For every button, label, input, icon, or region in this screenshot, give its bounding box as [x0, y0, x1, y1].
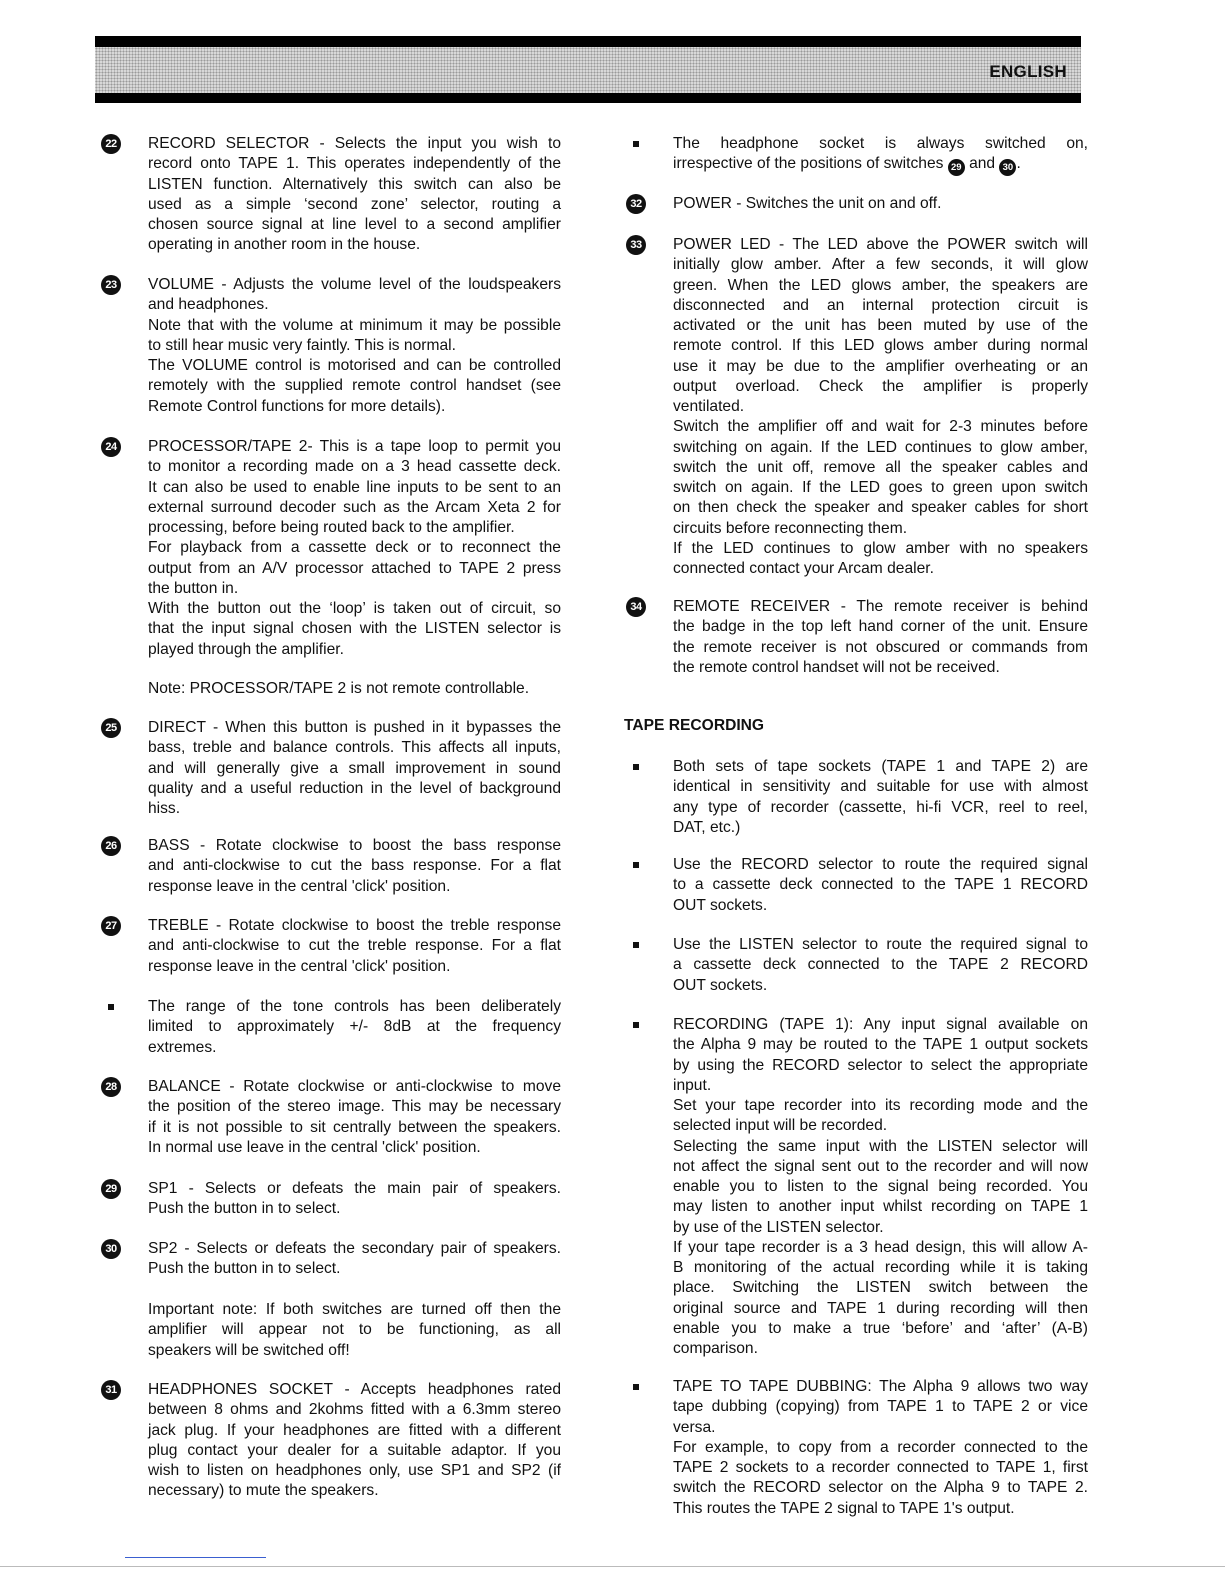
text-line: if it is not possible to sit centrally between the speakers.	[148, 1118, 561, 1136]
text-line: a cassette deck connected to the TAPE 2 RECORD	[673, 956, 1088, 974]
text-line: With the button out the ‘loop’ is taken out of circuit, so	[148, 600, 561, 617]
text-line: remotely with the supplied remote control handset (see	[148, 377, 561, 395]
left-item-23	[148, 275, 561, 417]
item-number-badge: 22	[101, 134, 121, 154]
text-line: REMOTE RECEIVER - The remote receiver is behind	[673, 598, 1088, 615]
bullet-icon	[633, 862, 639, 868]
left-item-24	[148, 437, 561, 660]
text-line: POWER - Switches the unit on and off.	[673, 195, 942, 212]
text-line: the Alpha 9 may be routed to the TAPE 1 output sockets	[673, 1036, 1088, 1054]
item-number-badge: 28	[101, 1077, 121, 1097]
text-segment: irrespective of the positions of switches	[673, 155, 948, 173]
text-line: Push the button in to select.	[148, 1200, 341, 1218]
text-line: identical in sensitivity and suitable for use with almost	[673, 778, 1088, 796]
text-line: LISTEN function. Alternatively this switch can also be	[148, 175, 561, 193]
text-line: chosen source signal at line level to a second amplifier	[148, 216, 561, 233]
text-line: POWER LED - The LED above the POWER switch will	[673, 236, 1088, 253]
text-line: speakers will be switched off!	[148, 1341, 350, 1359]
item-number-badge: 24	[101, 437, 121, 457]
text-line: place. Switching the LISTEN switch between the	[673, 1279, 1088, 1297]
left-item-30	[148, 1239, 561, 1280]
header-rule-top	[95, 36, 1081, 47]
right-item-34	[673, 597, 1088, 678]
bullet-icon	[633, 1384, 639, 1390]
text-line: Set your tape recorder into its recording mode and the	[673, 1097, 1088, 1114]
text-line: For example, to copy from a recorder connected to the	[673, 1438, 1088, 1456]
text-line: may listen to another input whilst recording on TAPE 1	[673, 1198, 1088, 1216]
text-line: limited to approximately +/- 8dB at the frequency	[148, 1018, 561, 1036]
text-line: versa.	[673, 1418, 716, 1436]
left-item-26	[148, 836, 561, 897]
text-line: connected contact your Arcam dealer.	[673, 560, 934, 577]
text-line: input.	[673, 1076, 712, 1094]
bullet-icon	[633, 1022, 639, 1028]
item-reference-badge: 29	[948, 159, 965, 176]
text-line: and will generally give a small improvement in sound	[148, 759, 561, 777]
text-line: jack plug. If your headphones are fitted with a different	[148, 1421, 561, 1439]
text-line: plug contact your dealer for a suitable adaptor. If you	[148, 1441, 561, 1459]
text-line: played through the amplifier.	[148, 640, 344, 658]
text-line: If your tape recorder is a 3 head design, this will allow A-	[673, 1238, 1088, 1256]
text-line: VOLUME - Adjusts the volume level of the loudspeakers	[148, 276, 561, 293]
text-line: If the LED continues to glow amber with no speakers	[673, 539, 1088, 557]
text-line: output from an A/V processor attached to TAPE 2 press	[148, 559, 561, 577]
text-line: enable you to listen to the signal being recorded. You	[673, 1178, 1088, 1195]
left-item-29	[148, 1179, 561, 1220]
text-line: switching on again. If the LED continues to glow amber,	[673, 438, 1088, 456]
header-band	[95, 47, 1081, 93]
text-line: processing, before being routed back to the amplifier.	[148, 519, 515, 536]
item-number-badge: 31	[101, 1380, 121, 1400]
text-line: original source and TAPE 1 during recording will then	[673, 1299, 1088, 1317]
bullet-icon	[633, 141, 639, 147]
right-item-bullet	[673, 935, 1088, 996]
text-line: RECORD SELECTOR - Selects the input you wish to	[148, 135, 561, 152]
text-line: OUT sockets.	[673, 976, 768, 994]
bullet-icon	[108, 1004, 114, 1010]
text-line: BASS - Rotate clockwise to boost the bass response	[148, 837, 561, 854]
text-line: activated or the unit has been muted by use of the	[673, 317, 1088, 334]
text-line	[673, 154, 1088, 176]
text-line: the badge in the top left hand corner of the unit. Ensure	[673, 618, 1088, 636]
text-line: In normal use leave in the central 'click' position.	[148, 1138, 481, 1156]
text-line: TAPE TO TAPE DUBBING: The Alpha 9 allows two way	[673, 1378, 1088, 1395]
text-line: and headphones.	[148, 296, 269, 314]
text-line: to still hear music very faintly. This is normal.	[148, 336, 456, 354]
text-line: tape dubbing (copying) from TAPE 1 to TAPE 2 or vice	[673, 1398, 1088, 1416]
right-item-32	[673, 194, 1088, 214]
text-line: the remote control handset will not be received.	[673, 658, 1000, 676]
text-line: the button in.	[148, 579, 239, 597]
bullet-icon	[633, 764, 639, 770]
text-line: SP2 - Selects or defeats the secondary pair of speakers.	[148, 1240, 561, 1257]
text-line: The range of the tone controls has been deliberately	[148, 998, 561, 1015]
text-line: Important note: If both switches are turned off then the	[148, 1301, 561, 1318]
footer-link-underline	[125, 1557, 266, 1558]
text-line: B monitoring of the actual recording while it is taking	[673, 1259, 1088, 1276]
text-line: DAT, etc.)	[673, 818, 741, 836]
text-line: Selecting the same input with the LISTEN selector will	[673, 1137, 1088, 1155]
text-line: Use the LISTEN selector to route the required signal to	[673, 936, 1088, 953]
text-segment: and	[964, 155, 1000, 173]
text-line: response leave in the central 'click' position.	[148, 957, 451, 975]
text-line: bass, treble and balance controls. This affects all inputs,	[148, 739, 561, 757]
item-number-badge: 32	[626, 194, 646, 214]
text-line: to monitor a recording made on a 3 head cassette deck.	[148, 458, 561, 476]
text-line: amplifier will appear not to be functioning, as all	[148, 1321, 561, 1339]
text-line: RECORDING (TAPE 1): Any input signal available on	[673, 1016, 1088, 1033]
item-number-badge: 33	[626, 235, 646, 255]
text-line: TREBLE - Rotate clockwise to boost the treble response	[148, 917, 561, 934]
text-line: not affect the signal sent out to the recorder and will now	[673, 1157, 1088, 1175]
text-line: wish to listen on headphones only, use SP1 and SP2 (if	[148, 1462, 561, 1479]
header-rule-bottom	[95, 93, 1081, 103]
text-line: Use the RECORD selector to route the required signal	[673, 856, 1088, 873]
item-number-badge: 34	[626, 597, 646, 617]
text-line: response leave in the central 'click' position.	[148, 877, 451, 895]
language-label: ENGLISH	[989, 62, 1067, 81]
text-line: Note: PROCESSOR/TAPE 2 is not remote controllable.	[148, 680, 530, 697]
text-line: selected input will be recorded.	[673, 1117, 888, 1135]
text-line: comparison.	[673, 1340, 758, 1357]
left-item-27	[148, 916, 561, 977]
section-heading-tape-recording: TAPE RECORDING	[624, 717, 765, 734]
text-line: circuits before reconnecting them.	[673, 519, 908, 537]
text-line: any type of recorder (cassette, hi-fi VCR, reel to reel,	[673, 798, 1088, 816]
text-line: This routes the TAPE 2 signal to TAPE 1's output.	[673, 1499, 1015, 1517]
text-line: operating in another room in the house.	[148, 236, 421, 254]
text-line: Switch the amplifier off and wait for 2-3 minutes before	[673, 418, 1088, 436]
right-item-33	[673, 235, 1088, 579]
item-number-badge: 26	[101, 836, 121, 856]
text-line: and anti-clockwise to cut the bass response. For a flat	[148, 857, 561, 875]
right-item-bullet	[673, 757, 1088, 838]
text-line: to a cassette deck connected to the TAPE 1 RECORD	[673, 876, 1088, 894]
text-line: that the input signal chosen with the LISTEN selector is	[148, 620, 561, 638]
item-number-badge: 23	[101, 275, 121, 295]
text-line: record onto TAPE 1. This operates independently of the	[148, 155, 561, 173]
text-line: switch on again. If the LED goes to green upon switch	[673, 479, 1088, 496]
text-line: and anti-clockwise to cut the treble response. For a flat	[148, 937, 561, 955]
text-line: switch the unit off, remove all the speaker cables and	[673, 458, 1088, 476]
text-line: necessary) to mute the speakers.	[148, 1482, 379, 1500]
bullet-icon	[633, 942, 639, 948]
item-number-badge: 25	[101, 718, 121, 738]
text-line: It can also be used to enable line inputs to be sent to an	[148, 478, 561, 496]
right-item-bullet	[673, 134, 1088, 176]
text-line: disconnected and an internal protection circuit is	[673, 296, 1088, 314]
left-item-22	[148, 134, 561, 256]
text-line: BALANCE - Rotate clockwise or anti-clockwise to move	[148, 1078, 561, 1095]
item-number-badge: 30	[101, 1239, 121, 1259]
text-line: external surround decoder such as the Arcam Xeta 2 for	[148, 498, 561, 516]
text-line: SP1 - Selects or defeats the main pair of speakers.	[148, 1180, 561, 1197]
text-line: Push the button in to select.	[148, 1260, 341, 1278]
item-number-badge: 29	[101, 1179, 121, 1199]
text-line: by use of the LISTEN selector.	[673, 1218, 884, 1236]
left-item-bullet	[148, 997, 561, 1058]
text-line: HEADPHONES SOCKET - Accepts headphones rated	[148, 1381, 561, 1398]
left-item-31	[148, 1380, 561, 1502]
text-line: The VOLUME control is motorised and can be controlled	[148, 357, 561, 374]
text-line: hiss.	[148, 800, 181, 817]
text-line: the remote receiver is not obscured or commands from	[673, 638, 1088, 656]
text-segment: .	[1016, 155, 1021, 173]
item-number-badge: 27	[101, 916, 121, 936]
text-line: OUT sockets.	[673, 896, 768, 914]
right-item-bullet	[673, 855, 1088, 916]
left-item-28	[148, 1077, 561, 1158]
text-line: use it may be due to the amplifier overheating or an	[673, 357, 1088, 375]
text-line: initially glow amber. After a few seconds, it will glow	[673, 256, 1088, 274]
left-item-25	[148, 718, 561, 819]
text-line: DIRECT - When this button is pushed in it bypasses the	[148, 719, 561, 736]
item-reference-badge: 30	[999, 159, 1016, 176]
text-line: remote control. If this LED glows amber during normal	[673, 337, 1088, 355]
text-line: TAPE 2 sockets to a recorder connected to TAPE 1, first	[673, 1459, 1088, 1476]
text-line: between 8 ohms and 2kohms fitted with a 6.3mm stereo	[148, 1401, 561, 1419]
text-line: switch the RECORD selector on the Alpha 9 to TAPE 2.	[673, 1479, 1088, 1497]
footer-rule	[0, 1566, 1225, 1567]
text-line: Note that with the volume at minimum it may be possible	[148, 316, 561, 334]
text-line: The headphone socket is always switched on,	[673, 135, 1088, 152]
text-line: the position of the stereo image. This may be necessary	[148, 1098, 561, 1116]
left-item-note	[148, 679, 561, 699]
text-line: on then check the speaker and speaker cables for short	[673, 499, 1088, 517]
text-line: enable you to make a true ‘before’ and ‘after’ (A-B)	[673, 1319, 1088, 1337]
right-item-bullet	[673, 1015, 1088, 1359]
text-line: For playback from a cassette deck or to reconnect the	[148, 539, 561, 557]
left-item-note	[148, 1300, 561, 1361]
text-line: by using the RECORD selector to select the appropriate	[673, 1056, 1088, 1074]
text-line: Both sets of tape sockets (TAPE 1 and TAPE 2) are	[673, 758, 1088, 775]
text-line: PROCESSOR/TAPE 2- This is a tape loop to permit you	[148, 438, 561, 455]
text-line: extremes.	[148, 1038, 217, 1056]
right-item-bullet	[673, 1377, 1088, 1519]
text-line: used as a simple ‘second zone’ selector, routing a	[148, 195, 561, 213]
text-line: ventilated.	[673, 398, 745, 415]
text-line: green. When the LED glows amber, the speakers are	[673, 276, 1088, 294]
text-line: Remote Control functions for more details).	[148, 397, 446, 415]
text-line: output overload. Check the amplifier is properly	[673, 377, 1088, 395]
text-line: quality and a useful reduction in the level of background	[148, 779, 561, 797]
